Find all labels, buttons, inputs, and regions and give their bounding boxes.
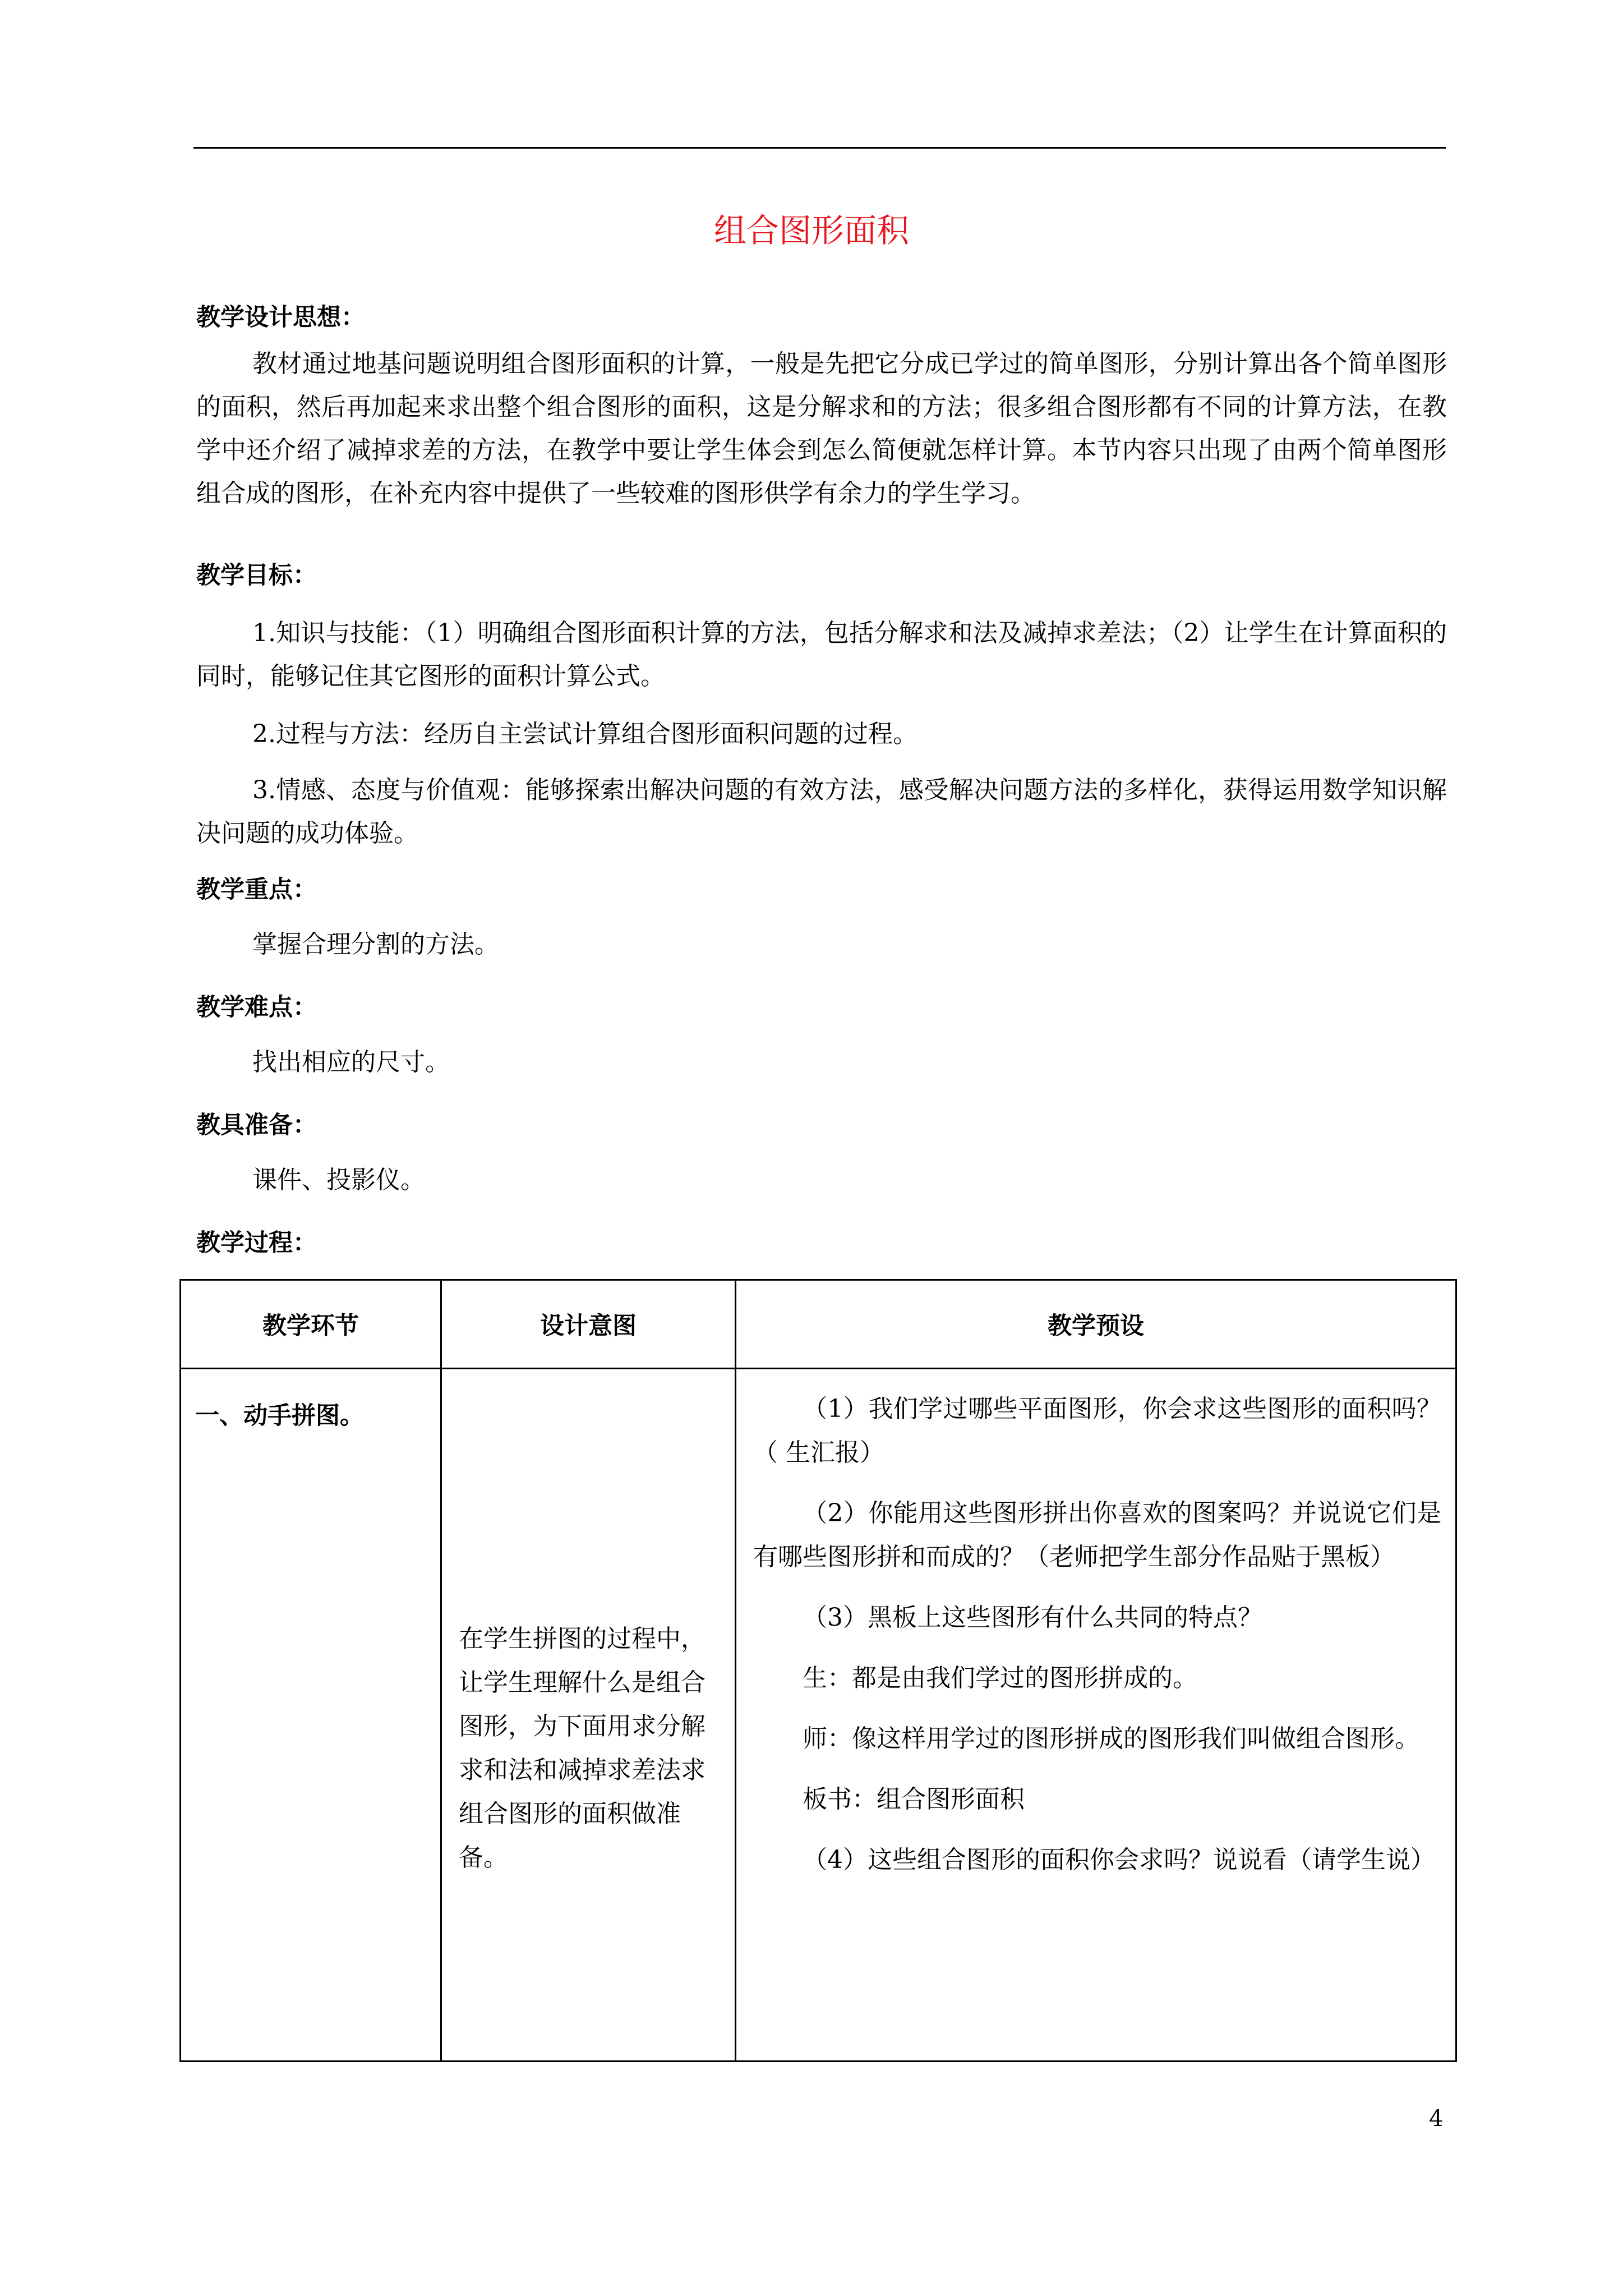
- design-thought-heading: 教学设计思想：: [196, 303, 365, 332]
- teaching-process-table: [179, 1279, 1457, 2062]
- preset-item-7: （4）这些组合图形的面积你会求吗？说说看（请学生说）: [803, 1846, 1435, 1874]
- table-header-row: [181, 1280, 1456, 1369]
- goals-heading: 教学目标：: [196, 562, 317, 590]
- header-rule: [193, 147, 1446, 149]
- materials-heading: 教具准备：: [196, 1111, 317, 1139]
- goal-item-2: 2.过程与方法：经历自主尝试计算组合图形面积问题的过程。: [252, 720, 917, 748]
- header-stage: 教学环节: [181, 1280, 441, 1369]
- difficulty-text: 找出相应的尺寸。: [252, 1048, 450, 1076]
- goal-item-1: 1.知识与技能：（1）明确组合图形面积计算的方法，包括分解求和法及减掉求差法；（2）让学生在计算面积的同时，能够记住其它图形的面积计算公式。: [196, 619, 1447, 691]
- header-intent: 设计意图: [441, 1280, 736, 1369]
- intent-text: 在学生拼图的过程中，让学生理解什么是组合图形，为下面用求分解求和法和减掉求差法求组合图形的面积做准备。: [459, 1625, 706, 1872]
- process-heading: 教学过程：: [196, 1229, 317, 1257]
- stage-label: 一、动手拼图。: [195, 1402, 364, 1430]
- design-thought-paragraph: 教材通过地基问题说明组合图形面积的计算，一般是先把它分成已学过的简单图形，分别计算出各个简单图形的面积，然后再加起来求出整个组合图形的面积，这是分解求和的方法；很多组合图形都有不同的计算方法，在教学中还介绍了减掉求差的方法，在教学中要让学生体会到怎么简便就怎样计算。本节内容只出现了由两个简单图形组合成的图形，在补充内容中提供了一些较难的图形供学有余力的学生学习。: [196, 349, 1447, 508]
- table-row: [181, 1369, 1456, 2062]
- key-point-text: 掌握合理分割的方法。: [252, 930, 499, 959]
- page-title: 组合图形面积: [713, 211, 909, 250]
- preset-cell: [736, 1369, 1456, 2062]
- preset-item-2: （2）你能用这些图形拼出你喜欢的图案吗？并说说它们是有哪些图形拼和而成的？（老师把学生部分作品贴于黑板）: [753, 1499, 1441, 1571]
- preset-item-6: 板书：组合图形面积: [803, 1785, 1025, 1814]
- preset-item-4: 生：都是由我们学过的图形拼成的。: [803, 1664, 1197, 1692]
- materials-text: 课件、投影仪。: [252, 1166, 425, 1194]
- page-number: 4: [1429, 2106, 1444, 2132]
- preset-item-5: 师：像这样用学过的图形拼成的图形我们叫做组合图形。: [803, 1724, 1419, 1753]
- stage-cell: [181, 1369, 441, 2062]
- preset-item-3: （3）黑板上这些图形有什么共同的特点？: [803, 1603, 1262, 1632]
- preset-item-1: （1）我们学过哪些平面图形，你会求这些图形的面积吗？（ 生汇报）: [753, 1395, 1441, 1467]
- intent-cell: [441, 1369, 736, 2062]
- key-point-heading: 教学重点：: [196, 876, 317, 904]
- header-preset: 教学预设: [736, 1280, 1456, 1369]
- difficulty-heading: 教学难点：: [196, 993, 317, 1022]
- goal-item-3: 3.情感、态度与价值观：能够探索出解决问题的有效方法，感受解决问题方法的多样化，获得运用数学知识解决问题的成功体验。: [196, 776, 1447, 848]
